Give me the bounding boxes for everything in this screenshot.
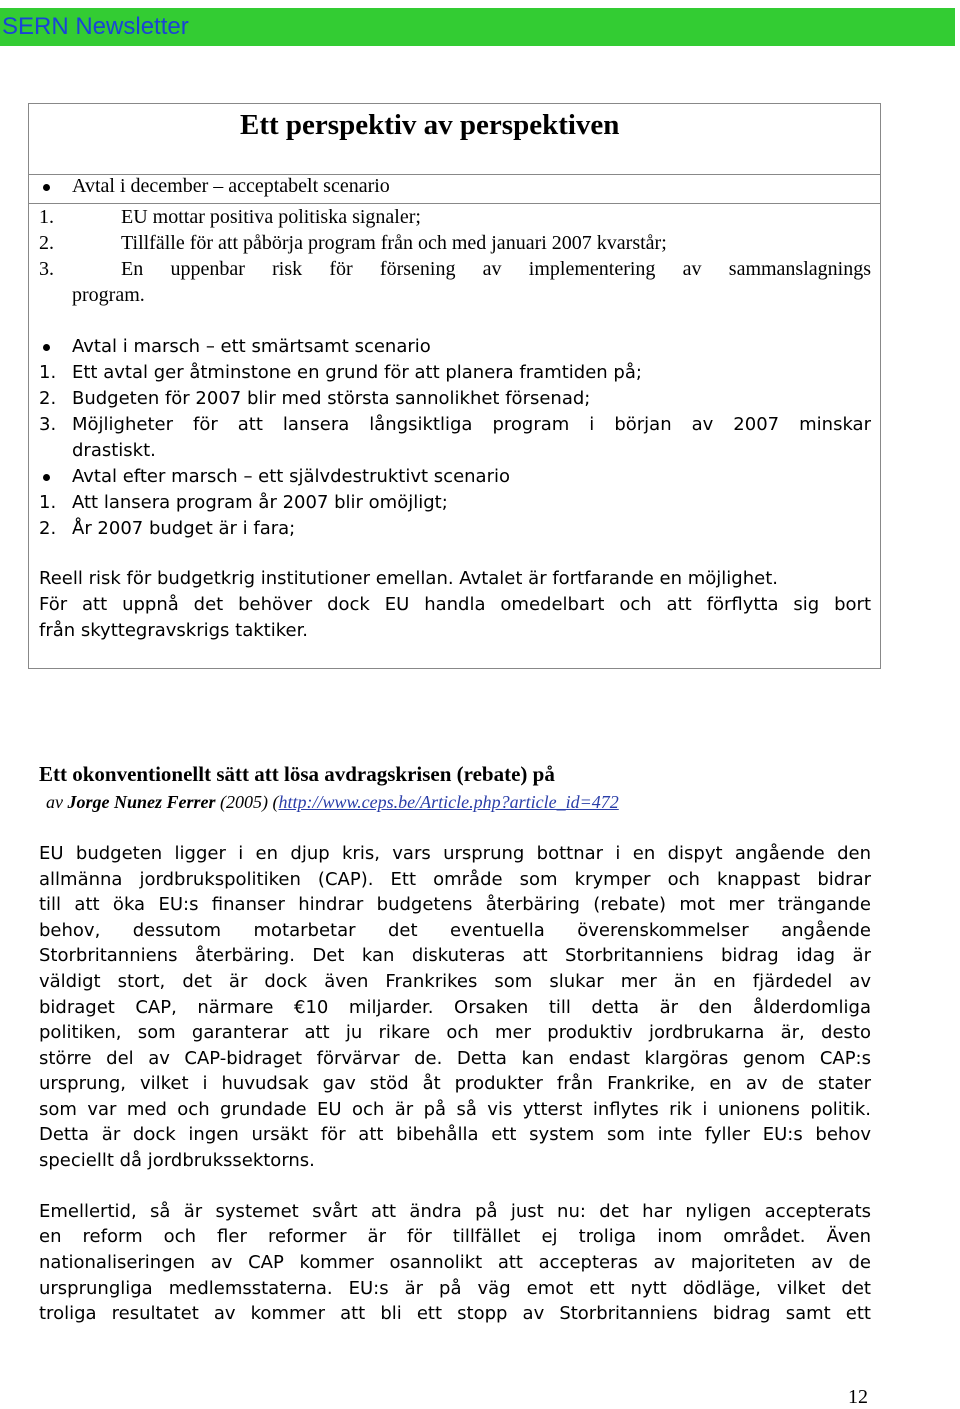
conclusion-line: från skyttegravskrigs taktiker. (39, 620, 309, 641)
article-paragraph-2-line: en reform och fler reformer är för tillfället ej troliga inom området. Även (39, 1226, 871, 1247)
scenario-2-item-1: Ett avtal ger åtminstone en grund för att planera framtiden på; (72, 362, 642, 383)
perspective-title-cell (29, 104, 880, 175)
article-paragraph-2-line: troliga resultatet av kommer att bli ett stopp av Storbritanniens bidrag samt ett (39, 1303, 871, 1324)
page-number: 12 (848, 1386, 868, 1408)
scenario-3-item-1: Att lansera program år 2007 blir omöjligt; (72, 492, 448, 513)
scenario-3-item-2-num: 2. (39, 518, 57, 539)
article-byline (46, 792, 619, 813)
article-paragraph-1-line: ursprung, vilket i huvudsak gav stöd åt produkter från Frankrike, en av de stater (39, 1073, 871, 1094)
scenario-2-item-2: Budgeten för 2007 blir med största sannolikhet försenad; (72, 388, 591, 409)
article-link[interactable]: http://www.ceps.be/Article.php?article_id=472 (278, 792, 619, 812)
scenario-1-item-1: EU mottar positiva politiska signaler; (121, 206, 421, 228)
scenario-1-item-3: En uppenbar risk för försening av implementering av sammanslagnings (121, 258, 871, 280)
article-paragraph-1-line: EU budgeten ligger i en djup kris, vars ursprung bottnar i en dispyt angående den (39, 843, 871, 864)
newsletter-title: SERN Newsletter (2, 13, 189, 40)
article-author: Jorge Nunez Ferrer (67, 792, 216, 812)
scenario-3-item-2: År 2007 budget är i fara; (72, 518, 296, 539)
scenario-2-item-2-num: 2. (39, 388, 57, 409)
article-year: (2005) ( (215, 792, 279, 812)
bullet-icon (43, 344, 50, 351)
scenario-3-heading: Avtal efter marsch – ett självdestruktivt scenario (72, 466, 510, 487)
article-paragraph-1-line: större del av CAP-bidraget förvärvar de. Detta kan endast klargöras genom CAP:s (39, 1048, 871, 1069)
newsletter-banner (0, 8, 955, 46)
perspective-title: Ett perspektiv av perspektiven (240, 109, 620, 141)
article-paragraph-1-line: Storbritanniens återbäring. Det kan diskuteras att Storbritanniens bidrag idag är (39, 945, 871, 966)
scenario-2-heading: Avtal i marsch – ett smärtsamt scenario (72, 336, 431, 357)
scenario-1-item-2: Tillfälle för att påbörja program från och med januari 2007 kvarstår; (121, 232, 667, 254)
article-paragraph-1-line: till att öka EU:s finanser hindrar budgetens återbäring (rebate) mot mer trängande (39, 894, 871, 915)
article-paragraph-1-line: behov, dessutom motarbetar det eventuella överenskommelser angående (39, 920, 871, 941)
article-paragraph-2-line: ursprungliga medlemsstaterna. EU:s är på väg emot ett nytt dödläge, vilket det (39, 1278, 871, 1299)
article-paragraph-1-line: väldigt stort, det är dock även Frankrikes som slukar mer än en fjärdedel av (39, 971, 871, 992)
byline-prefix: av (46, 792, 68, 812)
article-paragraph-1-line: allmänna jordbrukspolitiken (CAP). Ett område som krymper och knappast bidrar (39, 869, 871, 890)
scenario-2-item-3-cont: drastiskt. (72, 440, 156, 461)
scenario-1-item-3-num: 3. (39, 258, 54, 280)
article-paragraph-1-line: Detta är dock ingen ursäkt för att bibehålla ett system som inte fyller EU:s behov (39, 1124, 871, 1145)
article-paragraph-2-line: nationaliseringen av CAP kommer osannolikt att accepteras av majoriteten av de (39, 1252, 871, 1273)
box-divider (29, 203, 880, 204)
scenario-1-item-1-num: 1. (39, 206, 54, 228)
scenario-2-item-1-num: 1. (39, 362, 57, 383)
article-paragraph-1-line: som var med och grundade EU och är på så vis ytterst inflytes rik i unionens politik. (39, 1099, 871, 1120)
conclusion-line: För att uppnå det behöver dock EU handla omedelbart och att förflytta sig bort (39, 594, 871, 615)
article-paragraph-1-line: bidraget CAP, närmare €10 miljarder. Orsaken till detta är den ålderdomliga (39, 997, 871, 1018)
article-title: Ett okonventionellt sätt att lösa avdragskrisen (rebate) på (39, 762, 555, 786)
bullet-icon (43, 474, 50, 481)
scenario-1-heading: Avtal i december – acceptabelt scenario (72, 175, 390, 197)
article-paragraph-2-line: Emellertid, så är systemet svårt att ändra på just nu: det har nyligen accepterats (39, 1201, 871, 1222)
scenario-1-item-3-cont: program. (72, 284, 145, 306)
scenario-1-item-2-num: 2. (39, 232, 54, 254)
bullet-icon (43, 184, 50, 191)
conclusion-line: Reell risk för budgetkrig institutioner emellan. Avtalet är fortfarande en möjlighet. (39, 568, 778, 589)
scenario-3-item-1-num: 1. (39, 492, 57, 513)
scenario-2-item-3-num: 3. (39, 414, 57, 435)
article-paragraph-1-line: speciellt då jordbrukssektorns. (39, 1150, 315, 1171)
scenario-2-item-3: Möjligheter för att lansera långsiktliga program i början av 2007 minskar (72, 414, 871, 435)
article-paragraph-1-line: politiken, som garanterar att ju rikare och mer produktiv jordbrukarna är, desto (39, 1022, 871, 1043)
